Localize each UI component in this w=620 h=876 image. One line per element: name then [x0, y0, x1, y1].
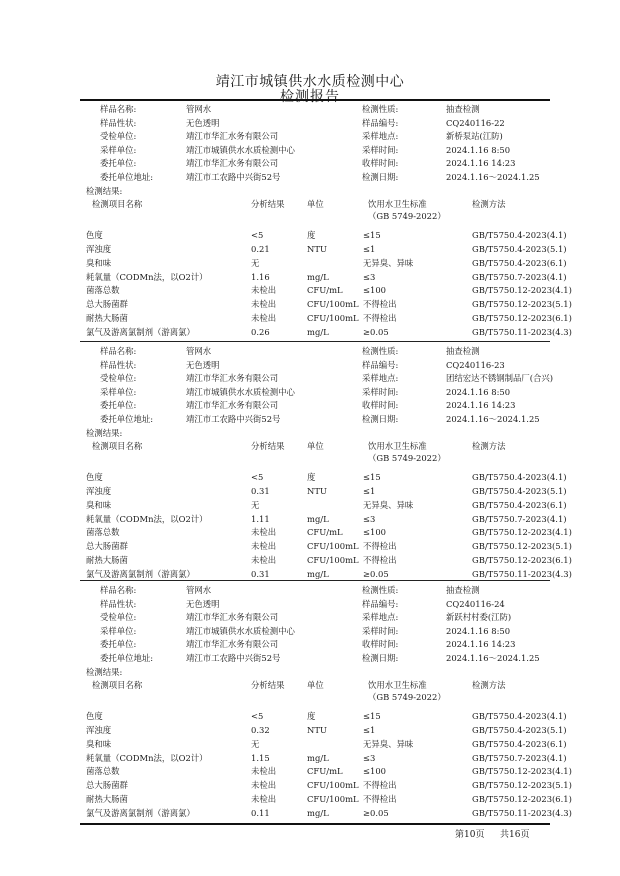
- label-sample-props: 样品性状:: [100, 359, 137, 370]
- cell-standard: 无异臭、异味: [363, 257, 414, 268]
- table-row: [0, 312, 620, 324]
- value-entrusted-unit: 靖江市华汇水务有限公司: [186, 131, 279, 142]
- header-method: 检测方法: [472, 199, 506, 210]
- label-test-date: 检测日期:: [362, 414, 399, 424]
- label-test-date: 检测日期:: [362, 172, 399, 182]
- label-sample-name: 样品名称:: [100, 585, 137, 595]
- header-result: 分析结果: [251, 441, 285, 452]
- value-sampling-site: 团结宏达不锈钢制品厂(合兴): [446, 373, 554, 384]
- cell-method: GB/T5750.4-2023(5.1): [472, 486, 567, 496]
- report-org-title: 靖江市城镇供水水质检测中心: [215, 74, 405, 90]
- table-header-row-2: [0, 210, 620, 222]
- cell-method: GB/T5750.11-2023(4.3): [472, 326, 572, 337]
- label-sampling-unit: 采样单位:: [100, 625, 137, 636]
- cell-result: 无: [251, 257, 260, 268]
- info-row: [0, 386, 620, 398]
- cell-standard: ≤1: [363, 486, 376, 496]
- cell-result: 未检出: [251, 299, 277, 310]
- cell-standard: ≤100: [363, 527, 387, 538]
- cell-standard: 不得检出: [363, 313, 397, 323]
- value-test-nature: 抽查检测: [446, 346, 480, 356]
- header-unit: 单位: [307, 680, 324, 691]
- label-entrusted-unit: 受检单位:: [100, 373, 137, 384]
- cell-unit: mg/L: [307, 568, 329, 579]
- cell-method: GB/T5750.12-2023(4.1): [472, 527, 572, 538]
- value-sampling-unit: 靖江市城镇供水水质检测中心: [186, 625, 295, 636]
- cell-item-name: 色度: [86, 230, 103, 241]
- table-row: [0, 793, 620, 805]
- table-row: [0, 298, 620, 310]
- value-test-date: 2024.1.16～2024.1.25: [446, 653, 540, 663]
- results-label: 检测结果:: [86, 427, 123, 438]
- label-sample-no: 样品编号:: [362, 598, 399, 609]
- table-row: [0, 554, 620, 566]
- cell-standard: ≤3: [363, 752, 376, 763]
- cell-unit: CFU/100mL: [307, 780, 359, 791]
- table-row: [0, 257, 620, 269]
- value-client-unit: 靖江市华汇水务有限公司: [186, 639, 279, 650]
- cell-method: GB/T5750.4-2023(6.1): [472, 499, 567, 510]
- label-test-date: 检测日期:: [362, 653, 399, 663]
- cell-method: GB/T5750.12-2023(4.1): [472, 285, 572, 296]
- cell-standard: 不得检出: [363, 541, 397, 552]
- table-row: [0, 513, 620, 525]
- cell-standard: 无异臭、异味: [363, 738, 414, 749]
- cell-standard: 不得检出: [363, 780, 397, 791]
- value-client-unit: 靖江市华汇水务有限公司: [186, 400, 279, 411]
- info-row: [0, 345, 620, 357]
- label-sample-props: 样品性状:: [100, 117, 137, 128]
- cell-standard: ≤1: [363, 244, 376, 254]
- cell-result: 未检出: [251, 285, 277, 296]
- cell-unit: mg/L: [307, 807, 329, 818]
- cell-method: GB/T5750.4-2023(4.1): [472, 711, 567, 722]
- value-sampling-time: 2024.1.16 8:50: [446, 144, 511, 155]
- cell-result: 0.32: [251, 725, 270, 735]
- label-sampling-unit: 采样单位:: [100, 386, 137, 397]
- table-row: [0, 485, 620, 497]
- section-divider: [80, 580, 550, 581]
- info-row: [0, 611, 620, 623]
- cell-unit: CFU/mL: [307, 527, 343, 538]
- cell-item-name: 耐热大肠菌: [86, 794, 128, 804]
- results-label-row: [0, 666, 620, 678]
- cell-item-name: 总大肠菌群: [86, 299, 128, 310]
- page-number: 第10页: [455, 830, 485, 840]
- cell-method: GB/T5750.12-2023(6.1): [472, 555, 572, 565]
- cell-standard: ≤1: [363, 725, 376, 735]
- label-sample-props: 样品性状:: [100, 598, 137, 609]
- label-client-address: 委托单位地址:: [100, 414, 154, 424]
- value-sampling-unit: 靖江市城镇供水水质检测中心: [186, 386, 295, 397]
- table-row: [0, 738, 620, 750]
- cell-unit: NTU: [307, 244, 327, 254]
- table-row: [0, 499, 620, 511]
- table-row: [0, 243, 620, 255]
- cell-item-name: 浑浊度: [86, 244, 112, 254]
- cell-standard: 不得检出: [363, 299, 397, 310]
- header-standard-code: （GB 5749-2022）: [368, 453, 446, 464]
- cell-item-name: 耗氧量（CODMn法，以O2计）: [86, 271, 208, 282]
- value-sample-name: 管网水: [186, 104, 212, 114]
- value-client-address: 靖江市工农路中兴街52号: [186, 414, 281, 424]
- value-client-unit: 靖江市华汇水务有限公司: [186, 158, 279, 169]
- header-standard: 饮用水卫生标准: [368, 199, 427, 210]
- info-row: [0, 598, 620, 610]
- value-sample-props: 无色透明: [186, 598, 220, 609]
- label-client-address: 委托单位地址:: [100, 653, 154, 663]
- cell-standard: ≤100: [363, 766, 387, 777]
- cell-item-name: 浑浊度: [86, 486, 112, 496]
- cell-unit: mg/L: [307, 271, 329, 282]
- cell-result: 0.26: [251, 326, 270, 337]
- value-sampling-site: 新桥泵站(江防): [446, 131, 503, 142]
- value-client-address: 靖江市工农路中兴街52号: [186, 653, 281, 663]
- info-row: [0, 359, 620, 371]
- header-result: 分析结果: [251, 199, 285, 210]
- results-label-row: [0, 185, 620, 197]
- header-standard: 饮用水卫生标准: [368, 680, 427, 691]
- info-row: [0, 399, 620, 411]
- table-row: [0, 540, 620, 552]
- value-sample-props: 无色透明: [186, 359, 220, 370]
- cell-result: 1.16: [251, 271, 270, 282]
- cell-result: 无: [251, 499, 260, 510]
- info-row: [0, 638, 620, 650]
- cell-standard: ≤3: [363, 271, 376, 282]
- info-row: [0, 652, 620, 664]
- cell-result: <5: [251, 472, 264, 483]
- cell-item-name: 菌落总数: [86, 527, 120, 538]
- cell-result: 未检出: [251, 313, 277, 323]
- value-sample-no: CQ240116-23: [446, 359, 505, 370]
- cell-result: 未检出: [251, 794, 277, 804]
- info-row: [0, 103, 620, 115]
- cell-item-name: 氯气及游离氯制剂（游离氯）: [86, 326, 195, 337]
- header-method: 检测方法: [472, 441, 506, 452]
- value-sample-name: 管网水: [186, 346, 212, 356]
- cell-standard: ≥0.05: [363, 326, 389, 337]
- cell-item-name: 总大肠菌群: [86, 541, 128, 552]
- table-row: [0, 779, 620, 791]
- value-sample-no: CQ240116-24: [446, 598, 505, 609]
- header-unit: 单位: [307, 441, 324, 452]
- cell-item-name: 色度: [86, 711, 103, 722]
- cell-item-name: 耗氧量（CODMn法，以O2计）: [86, 513, 208, 524]
- table-row: [0, 724, 620, 736]
- cell-standard: ≤100: [363, 285, 387, 296]
- table-row: [0, 326, 620, 338]
- cell-item-name: 臭和味: [86, 499, 112, 510]
- table-row: [0, 568, 620, 580]
- cell-item-name: 氯气及游离氯制剂（游离氯）: [86, 568, 195, 579]
- header-item: 检测项目名称: [92, 680, 143, 691]
- results-label: 检测结果:: [86, 185, 123, 196]
- table-row: [0, 807, 620, 819]
- table-row: [0, 765, 620, 777]
- cell-standard: ≤15: [363, 230, 381, 241]
- info-row: [0, 130, 620, 142]
- label-sample-name: 样品名称:: [100, 346, 137, 356]
- cell-method: GB/T5750.4-2023(5.1): [472, 725, 567, 735]
- cell-result: <5: [251, 230, 264, 241]
- report-subtitle: 检测报告: [280, 89, 340, 105]
- cell-unit: CFU/100mL: [307, 541, 359, 552]
- cell-method: GB/T5750.12-2023(6.1): [472, 313, 572, 323]
- cell-standard: ≤15: [363, 472, 381, 483]
- table-header-row: [0, 440, 620, 452]
- cell-item-name: 耗氧量（CODMn法，以O2计）: [86, 752, 208, 763]
- cell-result: 0.21: [251, 244, 270, 254]
- label-entrusted-unit: 受检单位:: [100, 131, 137, 142]
- cell-method: GB/T5750.4-2023(6.1): [472, 738, 567, 749]
- cell-method: GB/T5750.12-2023(6.1): [472, 794, 572, 804]
- label-sample-no: 样品编号:: [362, 117, 399, 128]
- value-entrusted-unit: 靖江市华汇水务有限公司: [186, 373, 279, 384]
- label-test-nature: 检测性质:: [362, 104, 399, 114]
- label-sampling-site: 采样地点:: [362, 373, 399, 384]
- cell-standard: ≥0.05: [363, 807, 389, 818]
- label-sample-name: 样品名称:: [100, 104, 137, 114]
- info-row: [0, 413, 620, 425]
- header-standard-code: （GB 5749-2022）: [368, 692, 446, 703]
- header-unit: 单位: [307, 199, 324, 210]
- label-client-unit: 委托单位:: [100, 400, 137, 411]
- header-result: 分析结果: [251, 680, 285, 691]
- info-row: [0, 625, 620, 637]
- cell-unit: mg/L: [307, 513, 329, 524]
- cell-unit: NTU: [307, 725, 327, 735]
- label-receive-time: 收样时间:: [362, 158, 399, 169]
- value-sample-name: 管网水: [186, 585, 212, 595]
- label-test-nature: 检测性质:: [362, 346, 399, 356]
- header-standard-code: （GB 5749-2022）: [368, 211, 446, 222]
- cell-result: 未检出: [251, 555, 277, 565]
- info-row: [0, 117, 620, 129]
- cell-unit: 度: [307, 711, 316, 722]
- table-row: [0, 471, 620, 483]
- cell-result: 0.31: [251, 486, 270, 496]
- value-receive-time: 2024.1.16 14:23: [446, 400, 516, 411]
- info-row: [0, 372, 620, 384]
- value-receive-time: 2024.1.16 14:23: [446, 158, 516, 169]
- cell-result: 未检出: [251, 527, 277, 538]
- value-sampling-time: 2024.1.16 8:50: [446, 625, 511, 636]
- results-label-row: [0, 427, 620, 439]
- table-row: [0, 271, 620, 283]
- label-test-nature: 检测性质:: [362, 585, 399, 595]
- value-sampling-site: 新跃村村委(江防): [446, 612, 512, 623]
- label-entrusted-unit: 受检单位:: [100, 612, 137, 623]
- cell-result: 0.31: [251, 568, 270, 579]
- bottom-rule: [80, 823, 550, 825]
- label-receive-time: 收样时间:: [362, 639, 399, 650]
- value-sample-props: 无色透明: [186, 117, 220, 128]
- table-row: [0, 752, 620, 764]
- table-row: [0, 526, 620, 538]
- table-row: [0, 284, 620, 296]
- cell-method: GB/T5750.7-2023(4.1): [472, 271, 567, 282]
- label-sampling-time: 采样时间:: [362, 625, 399, 636]
- header-item: 检测项目名称: [92, 199, 143, 210]
- cell-method: GB/T5750.12-2023(5.1): [472, 541, 572, 552]
- cell-unit: NTU: [307, 486, 327, 496]
- cell-item-name: 总大肠菌群: [86, 780, 128, 791]
- table-header-row-2: [0, 452, 620, 464]
- table-header-row: [0, 679, 620, 691]
- label-receive-time: 收样时间:: [362, 400, 399, 411]
- cell-item-name: 浑浊度: [86, 725, 112, 735]
- value-sample-no: CQ240116-22: [446, 117, 505, 128]
- cell-standard: 不得检出: [363, 794, 397, 804]
- cell-method: GB/T5750.4-2023(5.1): [472, 244, 567, 254]
- cell-method: GB/T5750.4-2023(4.1): [472, 230, 567, 241]
- cell-method: GB/T5750.7-2023(4.1): [472, 752, 567, 763]
- value-test-nature: 抽查检测: [446, 585, 480, 595]
- cell-result: 1.11: [251, 513, 270, 524]
- page-footer: [0, 829, 620, 841]
- cell-item-name: 耐热大肠菌: [86, 555, 128, 565]
- cell-result: 无: [251, 738, 260, 749]
- header-standard: 饮用水卫生标准: [368, 441, 427, 452]
- cell-method: GB/T5750.11-2023(4.3): [472, 807, 572, 818]
- cell-method: GB/T5750.12-2023(5.1): [472, 780, 572, 791]
- cell-unit: CFU/100mL: [307, 555, 359, 565]
- cell-result: <5: [251, 711, 264, 722]
- cell-unit: 度: [307, 472, 316, 483]
- label-client-unit: 委托单位:: [100, 158, 137, 169]
- cell-standard: 无异臭、异味: [363, 499, 414, 510]
- cell-item-name: 耐热大肠菌: [86, 313, 128, 323]
- cell-standard: 不得检出: [363, 555, 397, 565]
- cell-method: GB/T5750.4-2023(6.1): [472, 257, 567, 268]
- table-row: [0, 710, 620, 722]
- header-item: 检测项目名称: [92, 441, 143, 452]
- label-client-address: 委托单位地址:: [100, 172, 154, 182]
- cell-result: 1.15: [251, 752, 270, 763]
- label-sample-no: 样品编号:: [362, 359, 399, 370]
- label-client-unit: 委托单位:: [100, 639, 137, 650]
- cell-unit: CFU/100mL: [307, 299, 359, 310]
- value-sampling-unit: 靖江市城镇供水水质检测中心: [186, 144, 295, 155]
- label-sampling-site: 采样地点:: [362, 131, 399, 142]
- value-entrusted-unit: 靖江市华汇水务有限公司: [186, 612, 279, 623]
- cell-standard: ≥0.05: [363, 568, 389, 579]
- info-row: [0, 171, 620, 183]
- cell-method: GB/T5750.12-2023(5.1): [472, 299, 572, 310]
- value-test-date: 2024.1.16～2024.1.25: [446, 414, 540, 424]
- table-row: [0, 229, 620, 241]
- info-row: [0, 584, 620, 596]
- cell-item-name: 臭和味: [86, 738, 112, 749]
- value-sampling-time: 2024.1.16 8:50: [446, 386, 511, 397]
- table-header-row: [0, 198, 620, 210]
- cell-result: 未检出: [251, 541, 277, 552]
- label-sampling-site: 采样地点:: [362, 612, 399, 623]
- cell-method: GB/T5750.7-2023(4.1): [472, 513, 567, 524]
- cell-unit: 度: [307, 230, 316, 241]
- cell-item-name: 色度: [86, 472, 103, 483]
- cell-result: 未检出: [251, 780, 277, 791]
- cell-unit: CFU/mL: [307, 766, 343, 777]
- value-client-address: 靖江市工农路中兴街52号: [186, 172, 281, 182]
- cell-standard: ≤3: [363, 513, 376, 524]
- page-total: 共16页: [500, 830, 530, 840]
- cell-unit: mg/L: [307, 326, 329, 337]
- cell-unit: CFU/100mL: [307, 794, 359, 804]
- cell-method: GB/T5750.12-2023(4.1): [472, 766, 572, 777]
- cell-method: GB/T5750.11-2023(4.3): [472, 568, 572, 579]
- label-sampling-unit: 采样单位:: [100, 144, 137, 155]
- label-sampling-time: 采样时间:: [362, 386, 399, 397]
- cell-item-name: 臭和味: [86, 257, 112, 268]
- cell-item-name: 氯气及游离氯制剂（游离氯）: [86, 807, 195, 818]
- info-row: [0, 157, 620, 169]
- section-divider: [80, 341, 550, 342]
- cell-result: 0.11: [251, 807, 270, 818]
- cell-unit: CFU/100mL: [307, 313, 359, 323]
- cell-item-name: 菌落总数: [86, 285, 120, 296]
- value-test-nature: 抽查检测: [446, 104, 480, 114]
- cell-unit: mg/L: [307, 752, 329, 763]
- cell-method: GB/T5750.4-2023(4.1): [472, 472, 567, 483]
- value-test-date: 2024.1.16～2024.1.25: [446, 172, 540, 182]
- table-header-row-2: [0, 691, 620, 703]
- results-label: 检测结果:: [86, 666, 123, 677]
- header-method: 检测方法: [472, 680, 506, 691]
- cell-result: 未检出: [251, 766, 277, 777]
- info-row: [0, 144, 620, 156]
- value-receive-time: 2024.1.16 14:23: [446, 639, 516, 650]
- cell-standard: ≤15: [363, 711, 381, 722]
- cell-unit: CFU/mL: [307, 285, 343, 296]
- section-divider: [80, 99, 550, 101]
- cell-item-name: 菌落总数: [86, 766, 120, 777]
- label-sampling-time: 采样时间:: [362, 144, 399, 155]
